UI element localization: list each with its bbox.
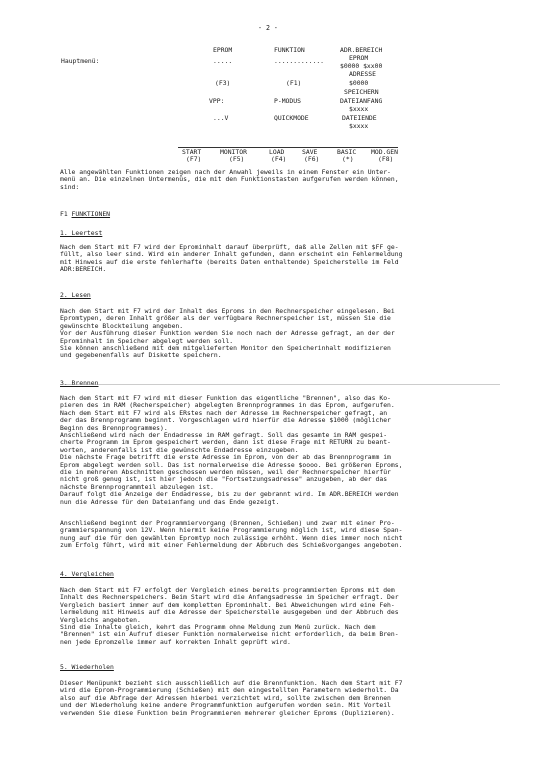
section-title: FUNKTIONEN	[71, 210, 111, 218]
eprom-dots: .....	[213, 57, 233, 65]
funktion-dots: .............	[274, 57, 325, 65]
menu-label: Hauptmenü:	[61, 57, 100, 65]
fkey-start-key: (F7)	[186, 155, 202, 163]
fkey-basic-key: (*)	[342, 155, 354, 163]
adr-adresse: ADRESSE	[349, 70, 376, 78]
fkey-save-name: SAVE	[302, 148, 318, 156]
fkey-modgen-key: (F8)	[378, 155, 394, 163]
header-eprom: EPROM	[213, 46, 233, 54]
section-prefix: F1	[60, 210, 72, 218]
fkey-divider	[178, 147, 398, 148]
adr-eprom: EPROM	[349, 54, 369, 62]
dateianfang-value: $xxxx	[349, 105, 369, 113]
header-adr-bereich: ADR.BEREICH	[340, 46, 383, 54]
fkey-load-name: LOAD	[269, 148, 285, 156]
fkey-modgen-name: MOD.GEN	[371, 148, 398, 156]
p-modus: P-MODUS	[274, 97, 301, 105]
dateiende-value: $xxxx	[349, 122, 369, 130]
dateianfang: DATEIANFANG	[340, 97, 383, 105]
s1-body: Nach dem Start mit F7 wird der Eprominhalt darauf überprüft, daß alle Zellen mit $FF ge- füllt, also leer sind. Wird ein anderer Inhalt gefunden, dann erscheint ein Fehlermeldung mit Hinweis auf die erste fehlerhafte (bereits Daten enthaltende) Speicherstelle im Feld ADR:BEREICH.	[60, 243, 403, 274]
key-f3: (F3)	[215, 79, 231, 87]
s3-body2: Anschließend beginnt der Programmiervorgang (Brennen, Schießen) und zwar mit einer Pro- grammierspannung von 12V. Wenn hiermit keine Programmierung möglich ist, wird diese Span- nung auf die für den gewählten Epromtyp noch zulässige erhöht. Wenn dies immer noch nicht zum Erfolg führt, wird mit einer Fehlermeldung der Abbruch des Schießvorganges angeboten.	[60, 519, 403, 550]
key-f1: (F1)	[286, 79, 302, 87]
header-funktion: FUNKTION	[274, 46, 305, 54]
adr-0000: $0000	[349, 79, 369, 87]
fkey-monitor-key: (F5)	[229, 155, 245, 163]
s2-body: Nach dem Start mit F7 wird der Inhalt des Eproms in den Rechnerspeicher eingelesen. Bei Epromtypen, deren Inhalt größer als der verfügbare Rechnerspeicher ist, müssen Sie die gewünschte Blockteilung angeben. Vor der Ausführung dieser Funktion werden Sie noch nach der Adresse gefragt, an der der Eprominhalt im Speicher abgelegt werden soll. Sie können anschließend mit dem mitgelieferten Monitor den Speicherinhalt modifizieren und gegebenenfalls auf Diskette speichern.	[60, 307, 395, 360]
page-number: - 2 -	[258, 24, 278, 32]
intro-paragraph: Alle angewählten Funktionen zeigen nach der Anwahl jeweils in einem Fenster ein Unter- menü an. Die einzelnen Untermenüs, die mit den Funktionstasten aufgerufen werden können, sind:	[60, 168, 399, 191]
fkey-start-name: START	[182, 148, 202, 156]
s3-title: 3. Brennen	[60, 379, 99, 387]
scan-smear	[60, 384, 500, 385]
fkey-load-key: (F4)	[271, 155, 287, 163]
s3-body: Nach dem Start mit F7 wird mit dieser Funktion das eigentliche "Brennen", also das Ko- pieren des im RAM (Recherspeicher) abgelegten Brennprogrammes in das Eprom, aufgerufen. Nach dem Start mit F7 wird als ERstes nach der Adresse im Rechnerspeicher gefragt, an der das Brennprogramm beginnt. Vorgeschlagen wird hierfür die Adresse $1000 (möglicher Beginn des Brennprogrammes). Anschließend wird nach der Endadresse im RAM gefragt. Soll das gesamte im RAM gespei- cherte Programm im Eprom gespeichert werden, dann ist diese Frage mit RETURN zu beant- worten, anderenfalls ist die gewünschte Endadresse einzugeben. Die nächste Frage betrifft die erste Adresse im Eprom, von der ab das Brennprogramm im Eprom abgelegt werden soll. Das ist normalerweise die Adresse $oooo. Bei größeren Eproms, die in mehreren Abschnitten geschossen werden müssen, weil der Rechnerspeicher hierfür nicht groß genug ist, ist hier jedoch die "Fortsetzungsadresse" anzugeben, ab der das nächste Brennprogrammteil abzulegen ist. Darauf folgt die Anzeige der Endadresse, bis zu der gebrannt wird. Im ADR.BEREICH werden nun die Adresse für den Dateianfang und das Ende gezeigt.	[60, 394, 403, 506]
adr-speichern: SPEICHERN	[344, 88, 379, 96]
fkey-save-key: (F6)	[304, 155, 320, 163]
quickmode: QUICKMODE	[274, 114, 309, 122]
s5-body: Dieser Menüpunkt bezieht sich ausschließlich auf die Brennfunktion. Nach dem Start mit F7 wird die Eprom-Programmierung (Schießen) mit den eingestellten Parametern wiederholt. Da also auf die Abfrage der Adressen hierbei verzichtet wird, sollte zwischen dem Brennen und der Wiederholung keine andere Programmfunktion aufgerufen worden sein. Mit Vorteil verwenden Sie diese Funktion beim Programmieren mehrerer gleicher Eproms (Duplizieren).	[60, 679, 403, 717]
vpp-label: VPP:	[209, 97, 225, 105]
volt-dots: ...V	[213, 114, 229, 122]
s4-body: Nach dem Start mit F7 erfolgt der Vergleich eines bereits programmierten Eproms mit dem Inhalt des Rechnerspeichers. Beim Start wird die Anfangsadresse im Speicher erfragt. Der Vergleich basiert immer auf dem kompletten Eprominhalt. Bei Abweichungen wird eine Feh- lermeldung mit Hinweis auf die Adresse der Speicherstelle ausgegeben und der Abbruch des Vergleichs angeboten. Sind die Inhalte gleich, kehrt das Programm ohne Meldung zum Menü zurück. Nach dem "Brennen" ist ein Aufruf dieser Funktion normalerweise nicht erforderlich, da beim Bren- nen jede Epromzelle immer auf korrekten Inhalt geprüft wird.	[60, 586, 399, 646]
s1-title: 1. Leertest	[60, 229, 103, 237]
s2-title: 2. Lesen	[60, 291, 91, 299]
s4-title: 4. Vergleichen	[60, 570, 114, 578]
s5-title: 5. Wiederholen	[60, 663, 114, 671]
adr-range: $0000 $xx00	[340, 62, 383, 70]
fkey-monitor-name: MONITOR	[220, 148, 247, 156]
section-heading	[60, 211, 110, 218]
fkey-basic-name: BASIC	[337, 148, 357, 156]
dateiende: DATEIENDE	[342, 114, 377, 122]
